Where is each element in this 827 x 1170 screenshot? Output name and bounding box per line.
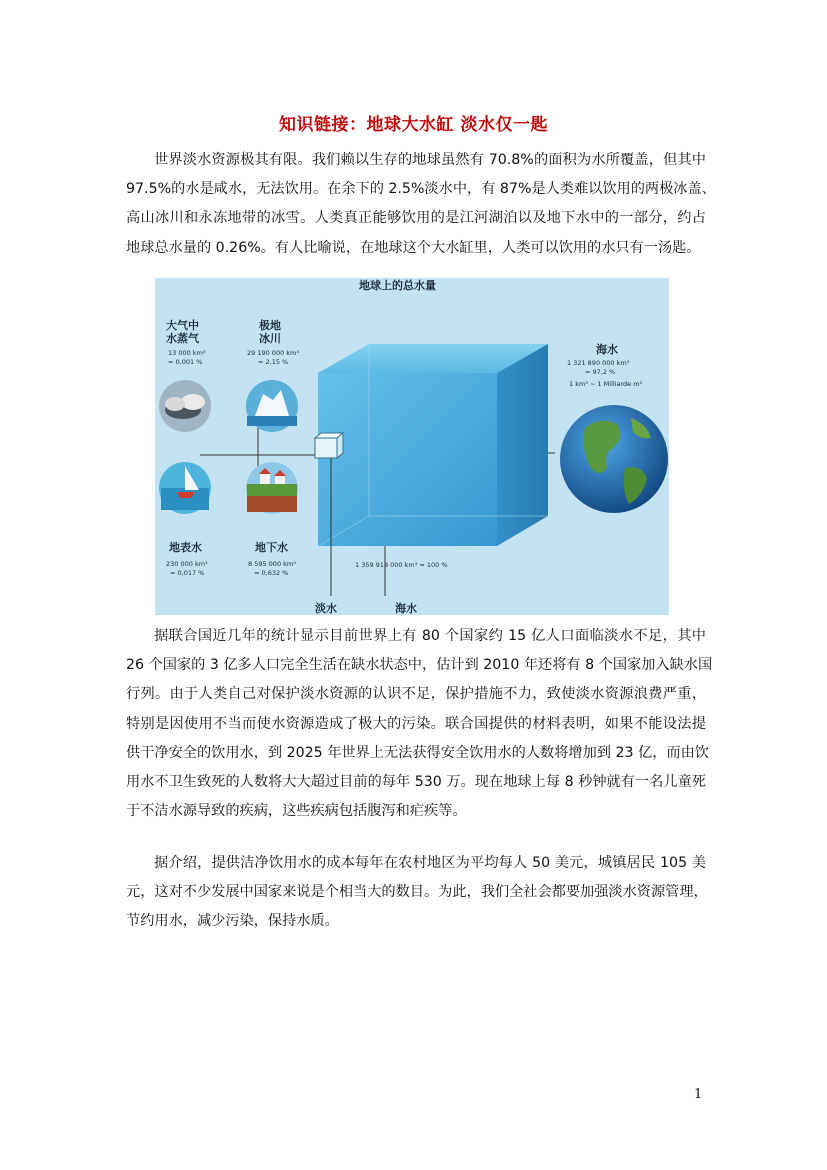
text-line: 据介绍，提供洁净饮用水的成本每年在农村地区为平均每人 50 美元，城镇居民 105 美 (154, 855, 706, 871)
text-line: 于不洁水源导致的疾病，这些疾病包括腹泻和疟疾等。 (126, 803, 467, 820)
text-line: 26 个国家的 3 亿多人口完全生活在缺水状态中，估计到 2010 年还将有 8 个国家加入缺水国 (126, 657, 713, 674)
atmosphere-name-2: 水蒸气 (166, 332, 199, 345)
document-title: 知识链接：地球大水缸 淡水仅一匙 (279, 115, 548, 135)
polar-name-2: 冰川 (259, 332, 281, 345)
text-line: 供干净安全的饮用水，到 2025 年世界上无法获得安全饮用水的人数将增加到 23 亿，而由饮 (126, 744, 709, 761)
surface-name: 地表水 (169, 541, 202, 554)
text-line: 节约用水，减少污染，保持水质。 (126, 913, 339, 930)
figure-heading: 地球上的总水量 (359, 279, 436, 292)
text-line: 据联合国近几年的统计显示目前世界上有 80 个国家约 15 亿人口面临淡水不足，其中 (154, 628, 706, 644)
atmosphere-volume: 13 000 km³ (168, 349, 206, 357)
ground-name: 地下水 (255, 541, 288, 554)
sea-percent: = 97,2 % (585, 368, 616, 376)
water-distribution-figure (155, 278, 669, 615)
total-volume: 1 359 918 000 km³ = 100 % (355, 561, 448, 569)
sea-volume: 1 321 890 000 km³ (567, 359, 630, 367)
ground-volume: 8 595 000 km³ (248, 560, 296, 568)
polar-percent: = 2,15 % (258, 358, 289, 366)
polar-volume: 29 190 000 km³ (247, 349, 299, 357)
text-line: 特别是因使用不当而使水资源造成了极大的污染。联合国提供的材料表明，如果不能设法提 (126, 715, 706, 732)
paragraph-un-statistics (126, 622, 713, 826)
polar-name-1: 极地 (259, 319, 281, 332)
text-line: 行列。由于人类自己对保护淡水资源的认识不足，保护措施不力，致使淡水资源浪费严重， (126, 686, 706, 703)
fresh-cube-front (315, 438, 337, 458)
fresh-cube-side (337, 433, 343, 458)
atmosphere-name-1: 大气中 (166, 319, 199, 332)
text-line: 地球总水量的 0.26%。有人比喻说，在地球这个大水缸里，人类可以饮用的水只有一汤匙。 (126, 239, 701, 256)
fresh-water-label: 淡水 (315, 602, 337, 615)
atmosphere-percent: = 0,001 % (168, 358, 203, 366)
sea-name: 海水 (596, 343, 618, 356)
earth-globe (560, 405, 668, 513)
surface-percent: = 0,017 % (170, 569, 205, 577)
figure-graphic (155, 278, 669, 615)
sea-cube-front (318, 373, 497, 546)
paragraph-cost (126, 849, 706, 937)
page-number: 1 (694, 1087, 703, 1102)
text-line: 高山冰川和永冻地带的冰雪。人类真正能够饮用的是江河湖泊以及地下水中的一部分，约占 (126, 210, 706, 227)
sea-water-label: 海水 (395, 602, 417, 615)
text-line: 97.5%的水是咸水，无法饮用。在余下的 2.5%淡水中，有 87%是人类难以饮用的两极冰盖、 (126, 181, 716, 198)
paragraph-intro (126, 146, 716, 263)
sea-note: 1 km³ ~ 1 Milliarde m³ (569, 380, 643, 388)
text-line: 世界淡水资源极其有限。我们赖以生存的地球虽然有 70.8%的面积为水所覆盖，但其中 (154, 152, 706, 168)
ground-percent: = 0,632 % (254, 569, 289, 577)
surface-volume: 230 000 km³ (166, 560, 208, 568)
text-line: 用水不卫生致死的人数将大大超过目前的每年 530 万。现在地球上每 8 秒钟就有一名儿童死 (126, 774, 706, 791)
text-line: 元，这对不少发展中国家来说是个相当大的数目。为此，我们全社会都要加强淡水资源管理， (126, 884, 708, 901)
